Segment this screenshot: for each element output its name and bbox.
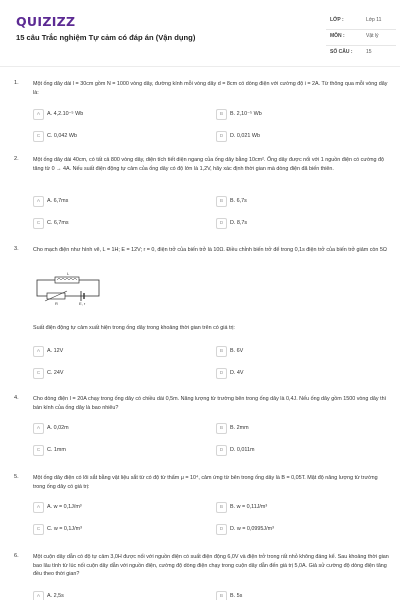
option-text: D. 0,021 Wb	[230, 133, 260, 139]
question-text: Một ống dây điện có lõi sắt bằng vật liệu sắt từ có độ từ thẩm μ = 10⁴, cảm ứng từ bên trong ống dây là B = 0,05T. Mật độ năng lượng từ trường trong ống dây có giá trị:	[33, 475, 378, 490]
option-d[interactable]	[216, 524, 366, 536]
option-a[interactable]	[33, 591, 183, 600]
option-a[interactable]	[33, 196, 183, 208]
option-text: A. 2,5s	[47, 593, 64, 599]
option-letter-box: D	[216, 131, 227, 142]
option-letter-box: B	[216, 502, 227, 513]
meta-value: Vật lý	[366, 33, 379, 39]
meta-label: MÔN :	[330, 33, 345, 39]
question-followup-text: Suất điện động tự cảm xuất hiện trong ống dây trong khoảng thời gian trên có giá trị:	[33, 325, 235, 331]
question-number: 1.	[14, 80, 19, 86]
option-text: C. w = 0,1J/m³	[47, 526, 82, 532]
option-letter-box: B	[216, 109, 227, 120]
option-text: C. 6,7ms	[47, 220, 69, 226]
option-c[interactable]	[33, 524, 183, 536]
meta-row-subject	[326, 30, 396, 46]
question-text: Cho mạch điện như hình vẽ, L = 1H; E = 12V; r = 0, điện trở của biến trở là 10Ω. Điều chỉnh biến trở để trong 0,1s điện trở của biến trở giảm còn 5Ω	[33, 247, 387, 253]
option-letter-box: B	[216, 423, 227, 434]
option-text: D. 8,7s	[230, 220, 248, 226]
option-text: A. w = 0,1J/m³	[47, 504, 82, 510]
option-b[interactable]	[216, 196, 366, 208]
option-c[interactable]	[33, 368, 183, 380]
circuit-diagram	[33, 270, 103, 306]
option-letter-box: C	[33, 445, 44, 456]
option-a[interactable]	[33, 502, 183, 514]
option-letter-box: D	[216, 368, 227, 379]
option-letter-box: B	[216, 196, 227, 207]
option-letter-box: C	[33, 368, 44, 379]
header-divider	[0, 66, 400, 67]
page-header	[0, 0, 400, 64]
inductor-coil	[55, 277, 79, 283]
quizizz-logo: QUIZIZZ	[16, 14, 76, 29]
option-letter-box: D	[216, 218, 227, 229]
option-d[interactable]	[216, 131, 366, 143]
option-c[interactable]	[33, 131, 183, 143]
option-text: A. 12V	[47, 348, 64, 354]
option-text: D. 4V	[230, 370, 244, 376]
option-letter-box: A	[33, 591, 44, 600]
meta-table	[326, 14, 396, 62]
option-letter-box: A	[33, 196, 44, 207]
label-L: L	[67, 271, 70, 276]
question-number: 6.	[14, 553, 19, 559]
option-letter-box: C	[33, 524, 44, 535]
page-title: 15 câu Trắc nghiệm Tự cảm có đáp án (Vận dụng)	[16, 33, 196, 42]
option-letter-box: C	[33, 218, 44, 229]
question-number: 2.	[14, 156, 19, 162]
option-text: C. 0,042 Wb	[47, 133, 77, 139]
option-text: C. 24V	[47, 370, 64, 376]
option-text: B. 6V	[230, 348, 244, 354]
option-letter-box: D	[216, 524, 227, 535]
option-d[interactable]	[216, 368, 366, 380]
question-number: 3.	[14, 246, 19, 252]
option-letter-box: A	[33, 423, 44, 434]
option-text: C. 1mm	[47, 447, 66, 453]
meta-label: SỐ CÂU :	[330, 49, 353, 55]
option-a[interactable]	[33, 109, 183, 121]
question-text: Một ống dây dài l = 30cm gồm N = 1000 vòng dây, đường kính mỗi vòng dây d = 8cm có dòng điện với cường độ i = 2A. Từ thông qua mỗi vòng dây là:	[33, 81, 388, 96]
option-text: A. 4,2.10⁻⁵ Wb	[47, 111, 84, 117]
option-letter-box: D	[216, 445, 227, 456]
option-text: D. w = 0,0995J/m³	[230, 526, 274, 532]
meta-value: Lớp 11	[366, 17, 382, 23]
option-letter-box: A	[33, 502, 44, 513]
option-text: B. 6,7s	[230, 198, 247, 204]
question-text: Một ống dây dài 40cm, có tất cả 800 vòng dây, diện tích tiết diện ngang của ống dây bằng 10cm². Ống dây được nối với 1 nguồn điện có cường độ tăng từ 0 → 4A. Nếu suất điện động tự cảm của ống dây có độ lớn là 1,2V, hãy xác định thời gian mà dòng điện đã biến thiên.	[33, 157, 384, 172]
option-text: B. 2,10⁻⁵ Wb	[230, 111, 262, 117]
option-c[interactable]	[33, 218, 183, 230]
option-letter-box: A	[33, 346, 44, 357]
meta-label: LỚP :	[330, 17, 344, 23]
option-a[interactable]	[33, 423, 183, 435]
option-d[interactable]	[216, 445, 366, 457]
question-number: 4.	[14, 395, 19, 401]
meta-row-count	[326, 46, 396, 62]
option-text: B. 5s	[230, 593, 243, 599]
question-number: 5.	[14, 474, 19, 480]
option-b[interactable]	[216, 109, 366, 121]
option-text: B. w = 0,11J/m³	[230, 504, 268, 510]
option-letter-box: C	[33, 131, 44, 142]
meta-value: 15	[366, 49, 372, 55]
option-letter-box: B	[216, 591, 227, 600]
option-b[interactable]	[216, 346, 366, 358]
option-text: A. 0,02m	[47, 425, 69, 431]
label-E: E, r	[79, 301, 86, 306]
option-c[interactable]	[33, 445, 183, 457]
option-a[interactable]	[33, 346, 183, 358]
option-letter-box: B	[216, 346, 227, 357]
option-text: A. 6,7ms	[47, 198, 69, 204]
option-text: B. 2mm	[230, 425, 249, 431]
option-d[interactable]	[216, 218, 366, 230]
option-letter-box: A	[33, 109, 44, 120]
option-b[interactable]	[216, 423, 366, 435]
question-text: Cho dòng điện I = 20A chạy trong ống dây có chiều dài 0,5m. Năng lượng từ trường bên trong ống dây là 0,4J. Nếu ống dây gồm 1500 vòng dây thì bán kính của ống dây là bao nhiêu?	[33, 396, 387, 411]
option-b[interactable]	[216, 502, 366, 514]
meta-row-class	[326, 14, 396, 30]
option-b[interactable]	[216, 591, 366, 600]
label-R: R	[55, 301, 58, 306]
option-text: D. 0,011m	[230, 447, 255, 453]
question-text: Một cuộn dây dẫn có độ tự cảm 3,0H được nối với nguồn điện có suất điện động 6,0V và điện trở trong rất nhỏ không đáng kể. Sau khoảng thời gian bao lâu tính từ lúc nối cuộn dây dẫn với nguồn điện, cường độ dòng điện chạy trong cuộn dây dẫn đến giá trị 5,0A. Giả sử cường độ dòng điện tăng đều theo thời gian?	[33, 554, 389, 578]
